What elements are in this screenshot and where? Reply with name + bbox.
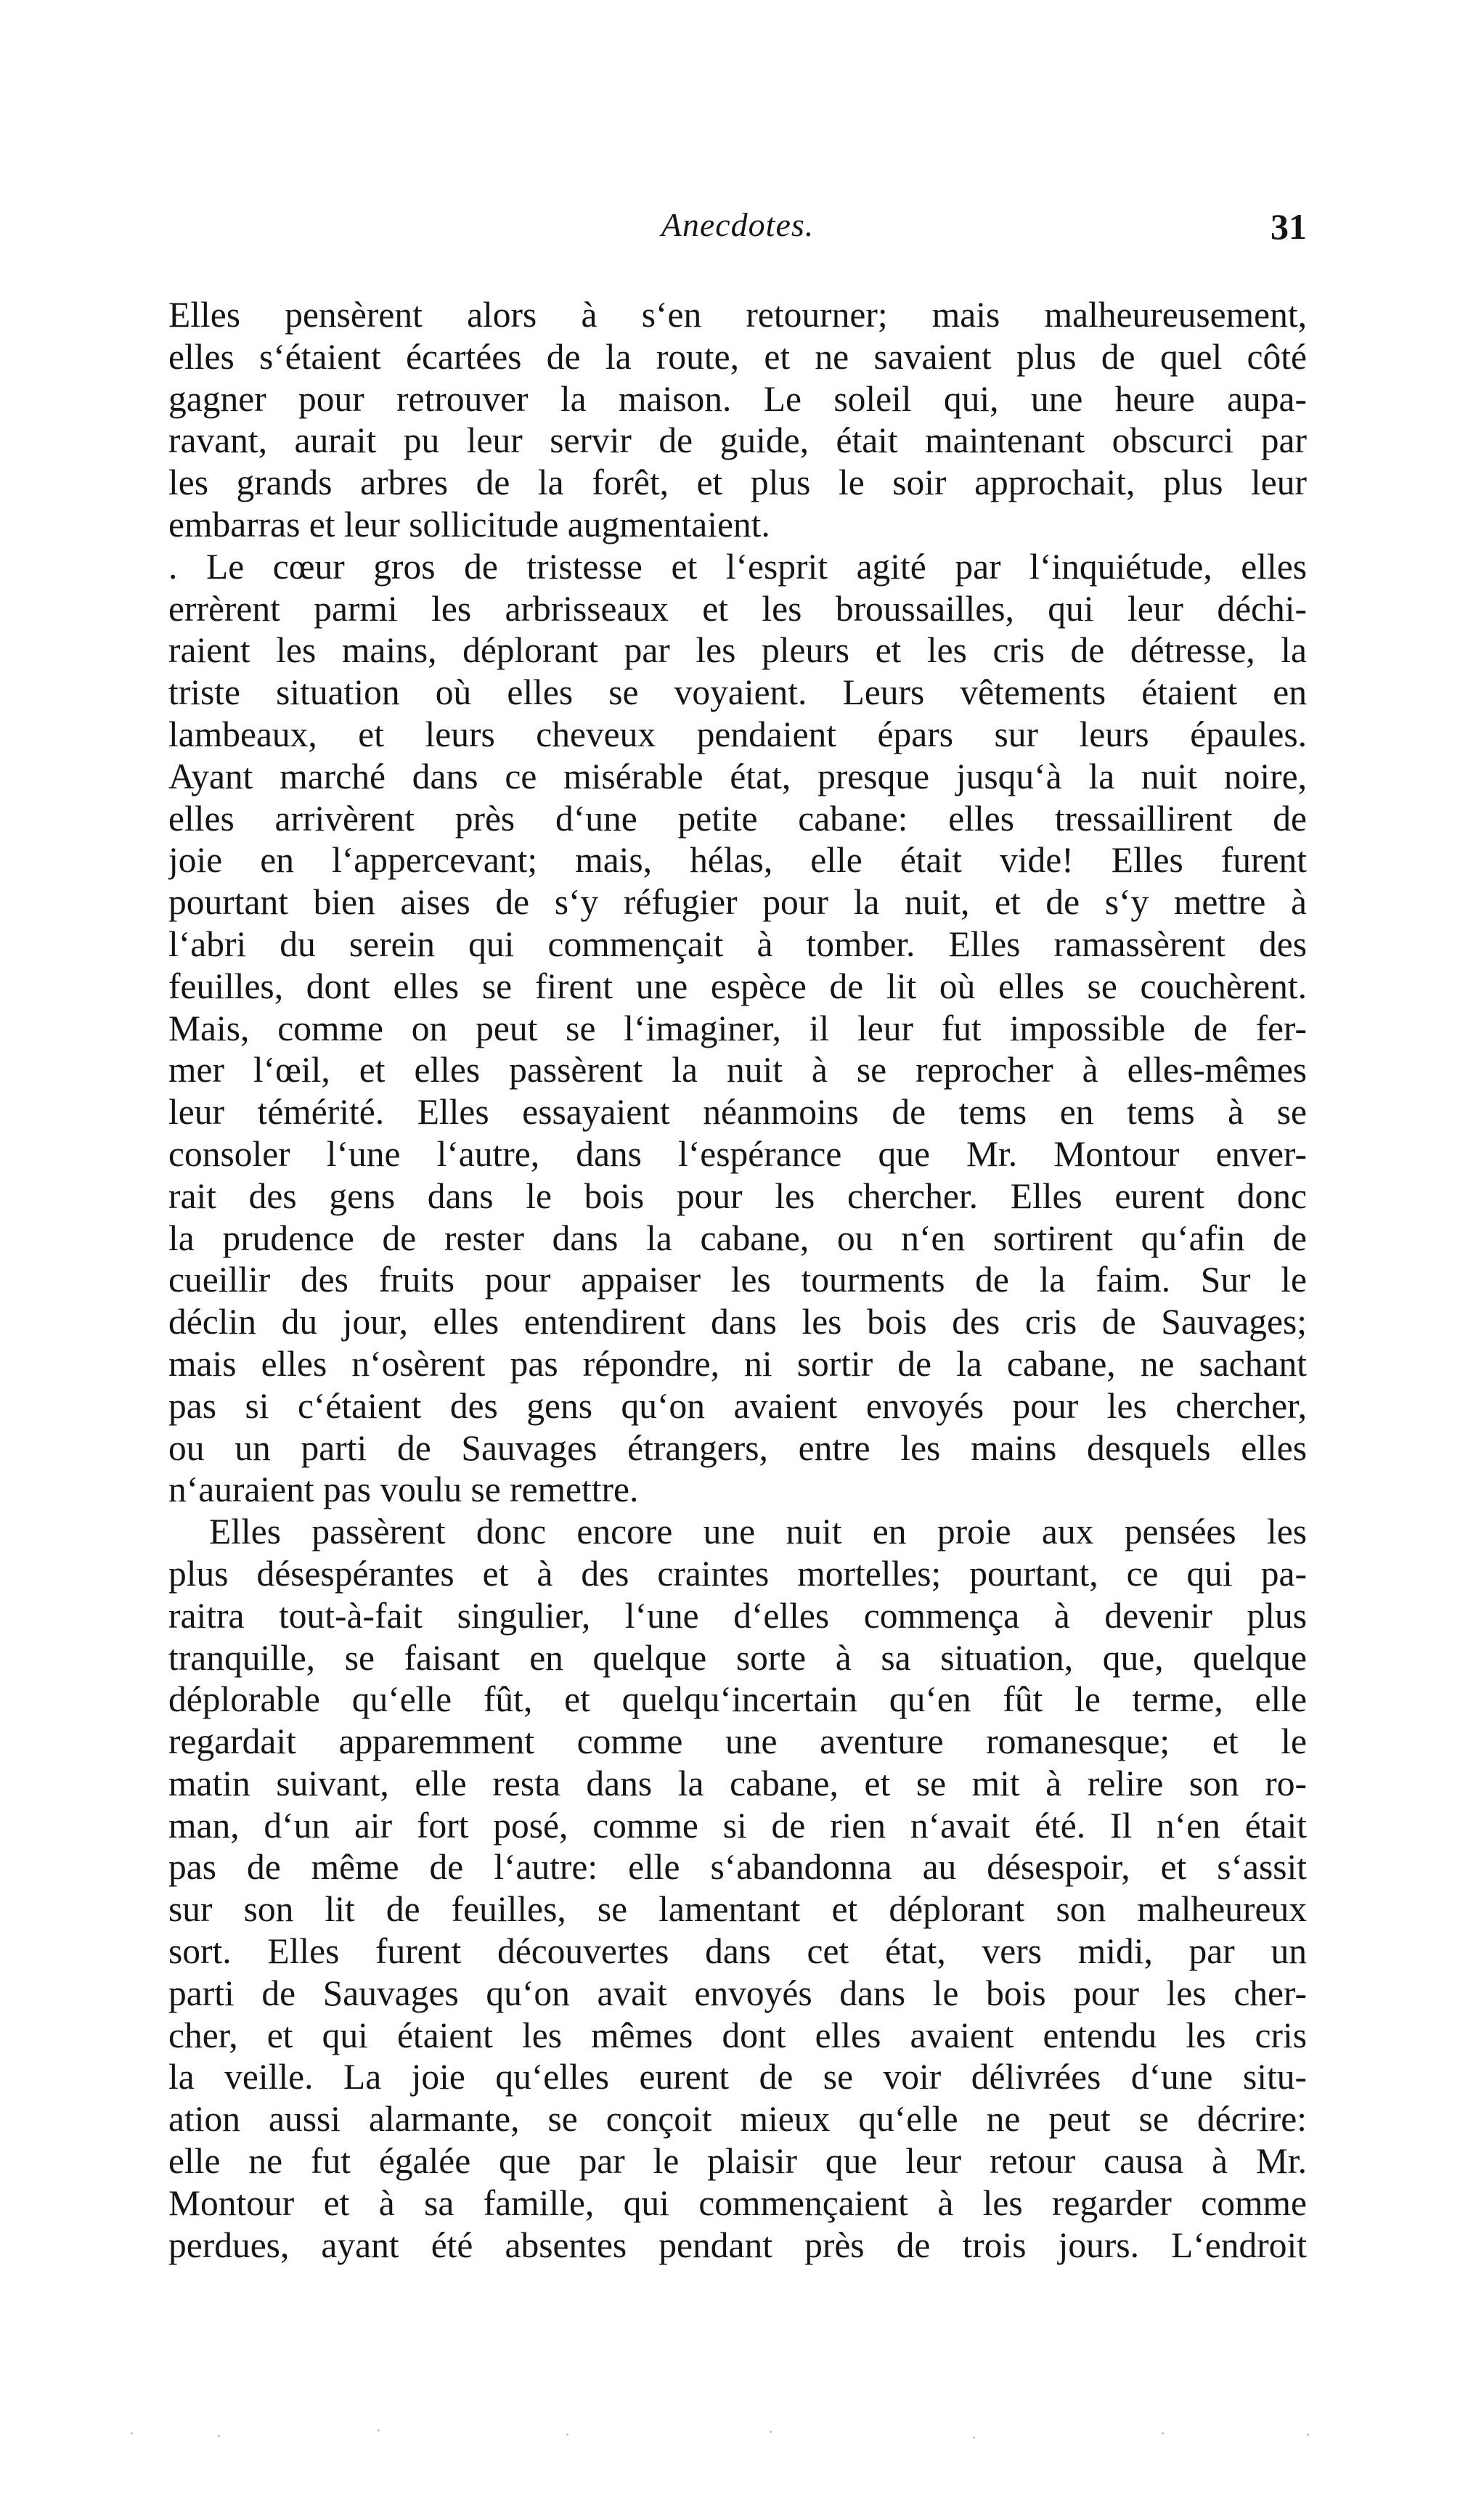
text-line: man, d‘un air fort posé, comme si de rien n‘avait été. Il n‘en était <box>168 1805 1307 1846</box>
text-line: feuilles, dont elles se firent une espèce de lit où elles se couchèrent. <box>168 966 1307 1006</box>
text-line: joie en l‘appercevant; mais, hélas, elle était vide! Elles furent <box>168 840 1307 881</box>
text-line: Mais, comme on peut se l‘imaginer, il leur fut impossible de fer- <box>168 1008 1307 1048</box>
text-line: sort. Elles furent découvertes dans cet état, vers midi, par un <box>168 1931 1307 1972</box>
text-line: la prudence de rester dans la cabane, ou n‘en sortirent qu‘afin de <box>168 1218 1307 1258</box>
page-header <box>168 205 1307 256</box>
scan-speck <box>218 2435 220 2437</box>
body-text <box>168 294 1307 2266</box>
text-line: ou un parti de Sauvages étrangers, entre les mains desquels elles <box>168 1427 1307 1468</box>
text-line: elles s‘étaient écartées de la route, et ne savaient plus de quel côté <box>168 336 1307 377</box>
text-line: leur témérité. Elles essayaient néanmoins de tems en tems à se <box>168 1092 1307 1133</box>
scan-speck <box>131 2432 133 2434</box>
text-line: la veille. La joie qu‘elles eurent de se voir délivrées d‘une situ- <box>168 2057 1307 2097</box>
text-line: tranquille, se faisant en quelque sorte à sa situation, que, quelque <box>168 1637 1307 1678</box>
text-line: déclin du jour, elles entendirent dans les bois des cris de Sauvages; <box>168 1302 1307 1342</box>
text-line: matin suivant, elle resta dans la cabane, et se mit à relire son ro- <box>168 1763 1307 1803</box>
text-line: perdues, ayant été absentes pendant près de trois jours. L‘endroit <box>168 2225 1307 2265</box>
text-line: errèrent parmi les arbrisseaux et les broussailles, qui leur déchi- <box>168 588 1307 629</box>
text-line: raitra tout-à-fait singulier, l‘une d‘elles commença à devenir plus <box>168 1595 1307 1636</box>
text-line: ation aussi alarmante, se conçoit mieux qu‘elle ne peut se décrire: <box>168 2099 1307 2140</box>
text-line: n‘auraient pas voulu se remettre. <box>168 1469 639 1510</box>
text-line: raient les mains, déplorant par les pleurs et les cris de détresse, la <box>168 630 1307 671</box>
scan-speck <box>566 2434 568 2436</box>
running-title: Anecdotes. <box>661 206 815 243</box>
text-line: ravant, aurait pu leur servir de guide, était maintenant obscurci par <box>168 420 1307 461</box>
scan-speck <box>770 2431 772 2433</box>
text-line: elles arrivèrent près d‘une petite cabane: elles tressaillirent de <box>168 798 1307 839</box>
text-line: elle ne fut égalée que par le plaisir que leur retour causa à Mr. <box>168 2141 1307 2182</box>
text-line: cher, et qui étaient les mêmes dont elles avaient entendu les cris <box>168 2015 1307 2055</box>
text-line: gagner pour retrouver la maison. Le soleil qui, une heure aupa- <box>168 378 1307 419</box>
text-line: plus désespérantes et à des craintes mortelles; pourtant, ce qui pa- <box>168 1553 1307 1594</box>
text-line: Montour et à sa famille, qui commençaient à les regarder comme <box>168 2182 1307 2223</box>
text-line: l‘abri du serein qui commençait à tomber. Elles ramassèrent des <box>168 923 1307 964</box>
text-line: consoler l‘une l‘autre, dans l‘espérance que Mr. Montour enver- <box>168 1133 1307 1174</box>
text-line: rait des gens dans le bois pour les chercher. Elles eurent donc <box>168 1175 1307 1216</box>
scan-speck <box>1307 2434 1309 2436</box>
text-line: mais elles n‘osèrent pas répondre, ni sortir de la cabane, ne sachant <box>168 1343 1307 1384</box>
text-line: . Le cœur gros de tristesse et l‘esprit agité par l‘inquiétude, elles <box>168 546 1307 587</box>
text-line: pas si c‘étaient des gens qu‘on avaient envoyés pour les chercher, <box>168 1385 1307 1426</box>
text-line: triste situation où elles se voyaient. Leurs vêtements étaient en <box>168 672 1307 713</box>
text-line: les grands arbres de la forêt, et plus le soir approchait, plus leur <box>168 462 1307 503</box>
text-line: pas de même de l‘autre: elle s‘abandonna au désespoir, et s‘assit <box>168 1847 1307 1888</box>
scan-specks <box>116 2419 1350 2448</box>
text-line: Ayant marché dans ce misérable état, presque jusqu‘à la nuit noire, <box>168 756 1307 796</box>
text-line: mer l‘œil, et elles passèrent la nuit à se reprocher à elles-mêmes <box>168 1050 1307 1090</box>
text-line: sur son lit de feuilles, se lamentant et déplorant son malheureux <box>168 1889 1307 1930</box>
scan-speck <box>973 2437 975 2439</box>
text-line: déplorable qu‘elle fût, et quelqu‘incertain qu‘en fût le terme, elle <box>168 1679 1307 1720</box>
text-line: embarras et leur sollicitude augmentaient. <box>168 504 770 545</box>
text-line: parti de Sauvages qu‘on avait envoyés dans le bois pour les cher- <box>168 1973 1307 2013</box>
text-line: lambeaux, et leurs cheveux pendaient épars sur leurs épaules. <box>168 714 1307 754</box>
text-line: cueillir des fruits pour appaiser les tourments de la faim. Sur le <box>168 1260 1307 1300</box>
scan-speck <box>1162 2432 1164 2434</box>
text-line: Elles passèrent donc encore une nuit en proie aux pensées les <box>209 1512 1307 1552</box>
page-number: 31 <box>1271 206 1307 247</box>
scan-speck <box>378 2429 380 2431</box>
text-line: Elles pensèrent alors à s‘en retourner; mais malheureusement, <box>168 295 1307 335</box>
text-line: regardait apparemment comme une aventure romanesque; et le <box>168 1721 1307 1762</box>
text-line: pourtant bien aises de s‘y réfugier pour la nuit, et de s‘y mettre à <box>168 882 1307 923</box>
